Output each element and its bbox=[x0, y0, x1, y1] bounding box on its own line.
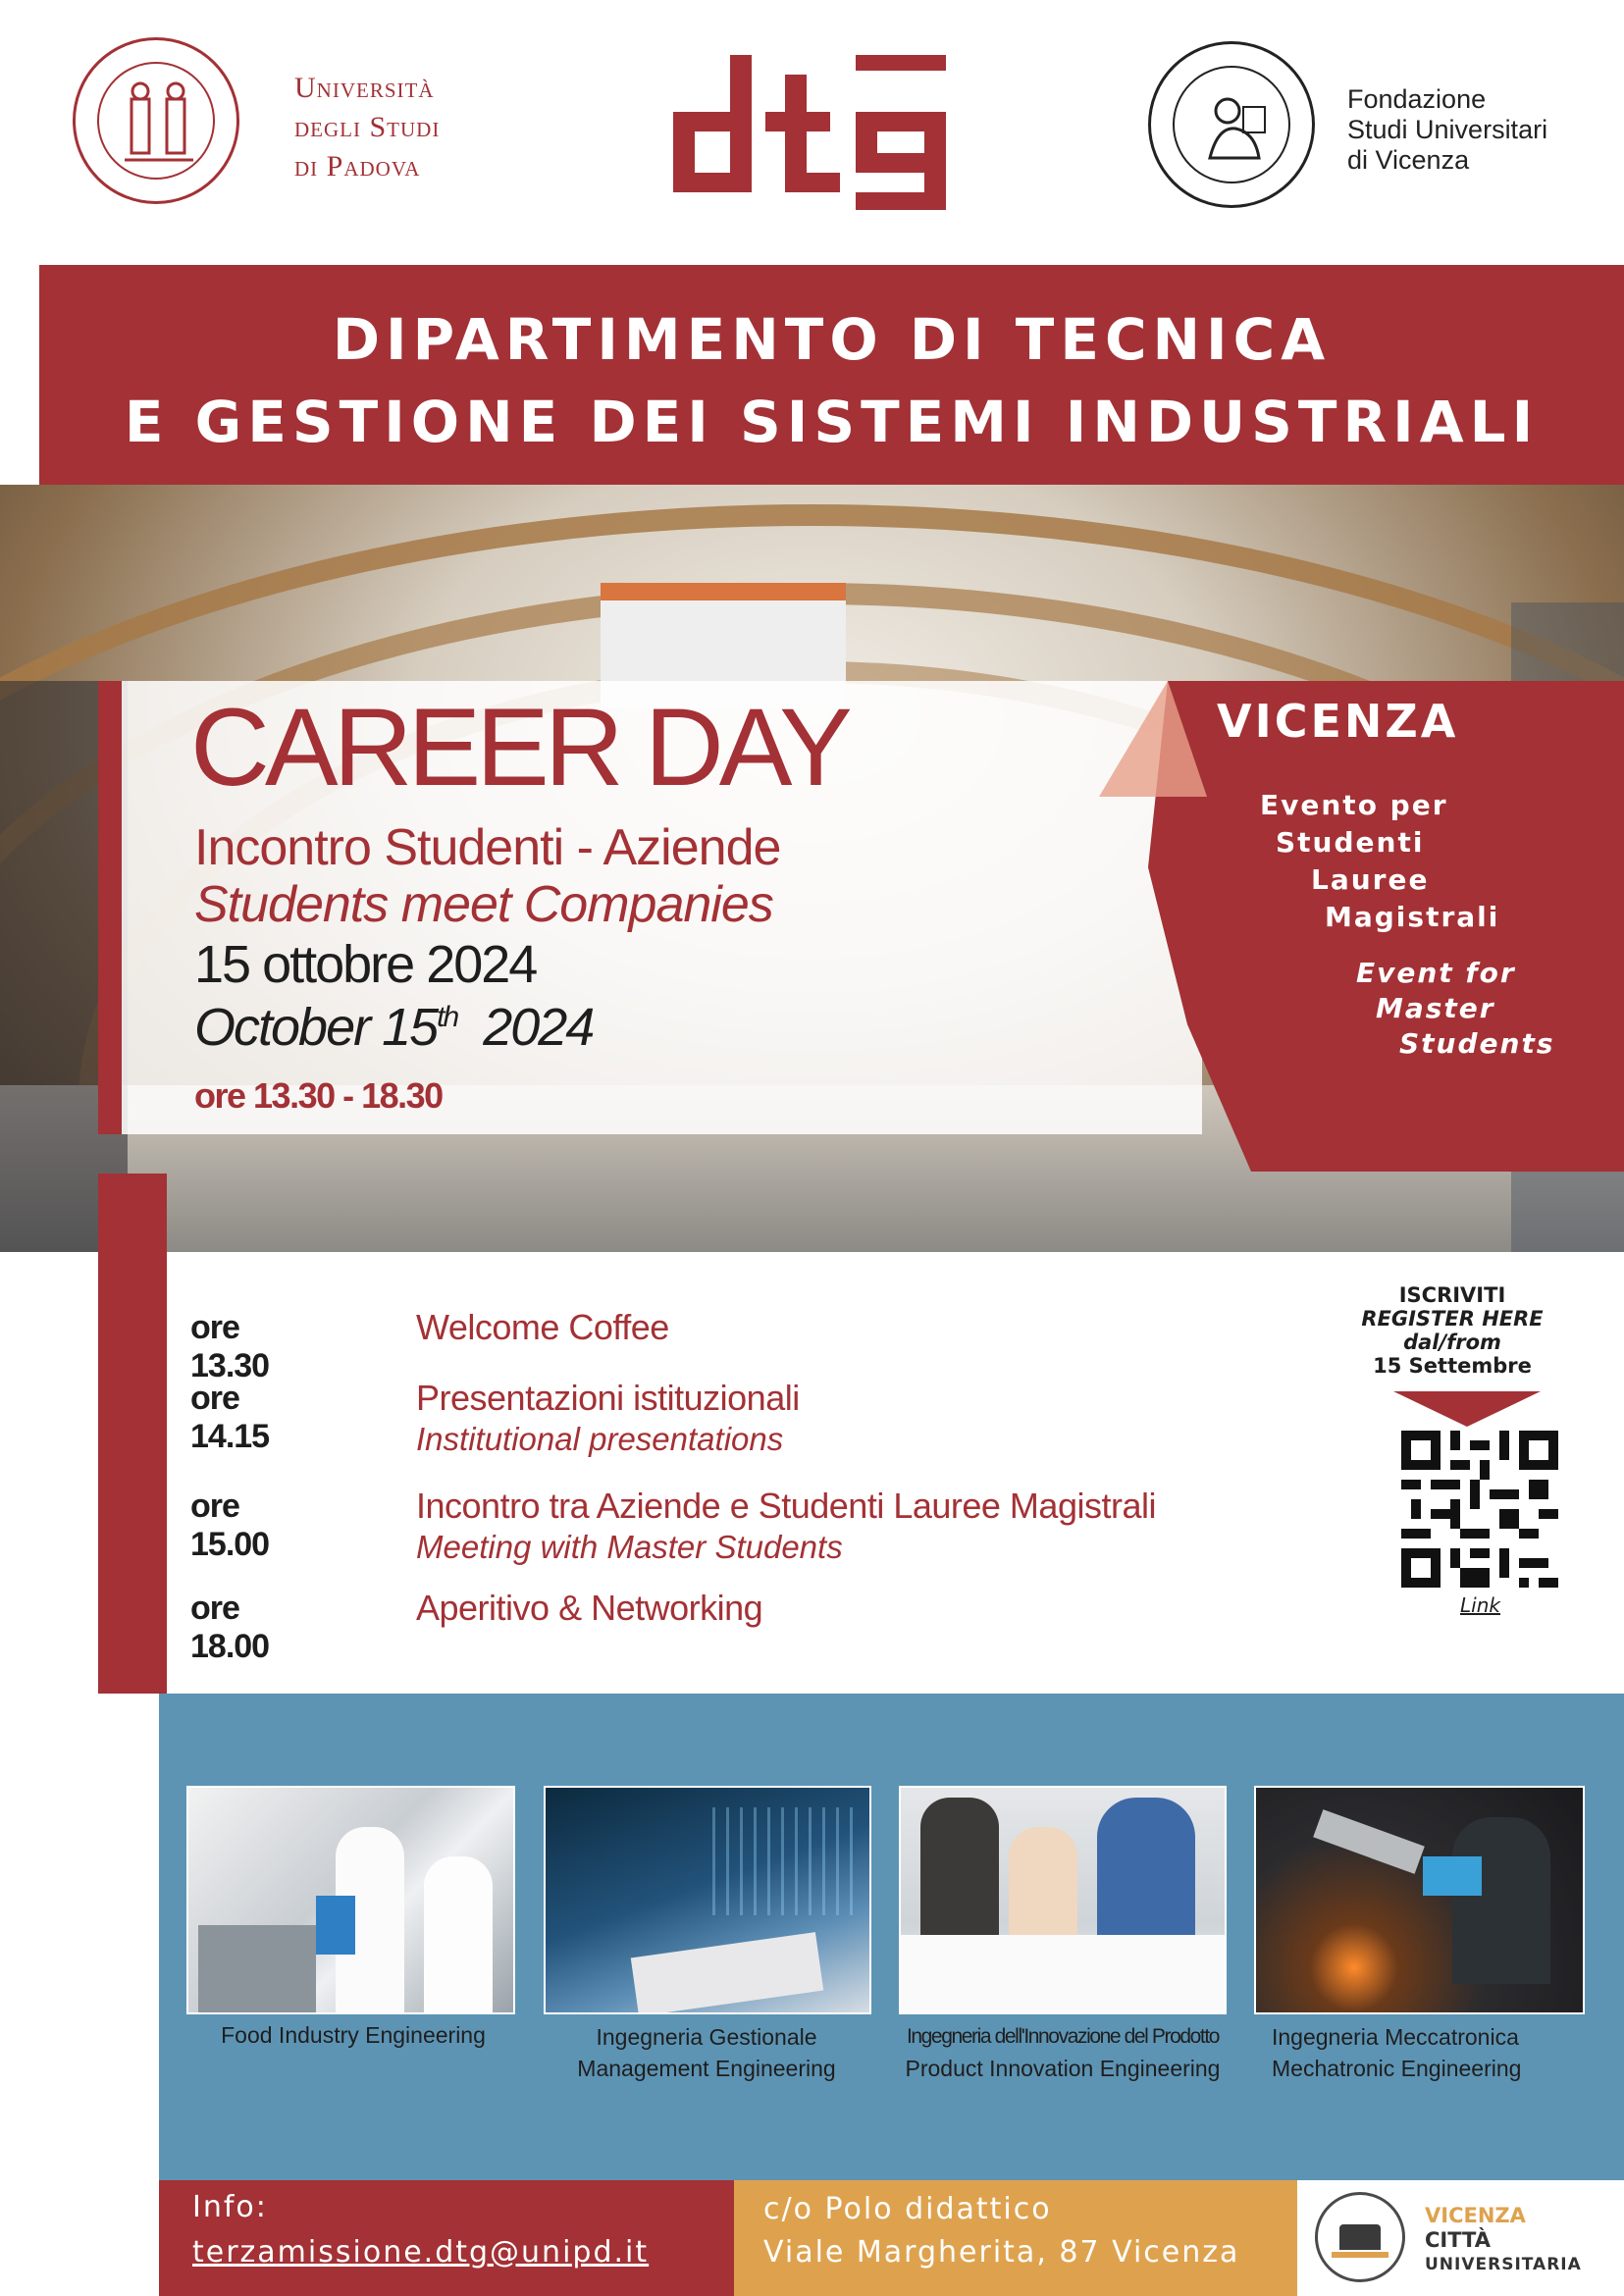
food-engineering-photo bbox=[186, 1786, 515, 2014]
event-it-line-3: Lauree bbox=[1311, 863, 1430, 896]
event-italian-note bbox=[1260, 787, 1499, 936]
city-label: VICENZA bbox=[1217, 695, 1459, 748]
department-line-2: E GESTIONE DEI SISTEMI INDUSTRIALI bbox=[124, 389, 1540, 455]
course-caption-line: Ingegneria Meccatronica bbox=[1272, 2024, 1519, 2050]
fond-line-1: Fondazione bbox=[1347, 84, 1487, 114]
date-english bbox=[194, 997, 593, 1058]
management-engineering-photo bbox=[544, 1786, 871, 2014]
event-english-note bbox=[1356, 956, 1555, 1062]
address-line-1: c/o Polo didattico bbox=[763, 2192, 1052, 2226]
register-line-4: 15 Settembre bbox=[1373, 1354, 1532, 1378]
department-line-1: DIPARTIMENTO DI TECNICA bbox=[332, 306, 1332, 373]
register-link[interactable]: Link bbox=[1460, 1593, 1500, 1617]
vicenza-citta-universitaria-logo bbox=[1315, 2192, 1405, 2282]
course-caption bbox=[869, 2021, 1256, 2084]
career-day-title: CAREER DAY bbox=[190, 686, 848, 809]
course-caption-line: Ingegneria dell'Innovazione del Prodotto bbox=[906, 2025, 1220, 2048]
program-title: Aperitivo & Networking bbox=[416, 1588, 763, 1628]
arrow-down-icon bbox=[1393, 1391, 1541, 1427]
course-caption-line: Food Industry Engineering bbox=[221, 2022, 486, 2048]
footer-address-block bbox=[734, 2180, 1297, 2296]
course-caption-line: Mechatronic Engineering bbox=[1272, 2056, 1522, 2081]
logo-text bbox=[1425, 2204, 1582, 2277]
fond-line-2: Studi Universitari bbox=[1347, 115, 1548, 144]
product-innovation-photo bbox=[899, 1786, 1227, 2014]
register-line-3: dal/from bbox=[1403, 1331, 1501, 1354]
logo-text-line-2: CITTÀ bbox=[1425, 2228, 1491, 2252]
subtitle-italian: Incontro Studenti - Aziende bbox=[194, 819, 781, 876]
unipd-name bbox=[294, 69, 440, 186]
date-english-day: October 15 bbox=[194, 998, 438, 1057]
unipd-line-1: Università bbox=[294, 72, 435, 104]
info-email-link[interactable]: terzamissione.dtg@unipd.it bbox=[192, 2235, 650, 2270]
date-english-suffix: th bbox=[437, 1001, 458, 1033]
left-red-strip bbox=[98, 681, 122, 1134]
course-caption-line: Management Engineering bbox=[577, 2056, 836, 2081]
department-banner bbox=[39, 265, 1624, 485]
footer-info-block bbox=[159, 2180, 734, 2296]
program-time: ore 15.00 bbox=[190, 1487, 270, 1563]
event-en-line-2: Master bbox=[1376, 992, 1495, 1024]
program-title: Incontro tra Aziende e Studenti Lauree Magistrali bbox=[416, 1486, 1156, 1526]
course-caption-line: Product Innovation Engineering bbox=[905, 2056, 1221, 2081]
program-subtitle: Meeting with Master Students bbox=[416, 1529, 843, 1565]
program-title: Presentazioni istituzionali bbox=[416, 1378, 800, 1418]
dtg-logo bbox=[663, 35, 964, 218]
program-subtitle: Institutional presentations bbox=[416, 1421, 784, 1457]
date-italian: 15 ottobre 2024 bbox=[194, 935, 537, 994]
fondazione-seal-logo bbox=[1148, 41, 1315, 208]
subtitle-english: Students meet Companies bbox=[194, 876, 773, 933]
logo-text-line-1: VICENZA bbox=[1425, 2204, 1526, 2227]
date-english-year: 2024 bbox=[483, 998, 594, 1057]
fond-line-3: di Vicenza bbox=[1347, 145, 1470, 175]
course-caption bbox=[186, 2019, 520, 2051]
event-it-line-2: Studenti bbox=[1276, 826, 1425, 859]
info-label: Info: bbox=[192, 2190, 268, 2224]
address-line-2: Viale Margherita, 87 Vicenza bbox=[763, 2235, 1240, 2270]
register-line-1: ISCRIVITI bbox=[1398, 1283, 1506, 1307]
program-time: ore 13.30 bbox=[190, 1309, 270, 1384]
event-it-line-1: Evento per bbox=[1260, 789, 1448, 821]
unipd-line-3: di Padova bbox=[294, 150, 421, 183]
unipd-line-2: degli Studi bbox=[294, 111, 441, 143]
left-red-column bbox=[98, 1174, 167, 1694]
program-time: ore 14.15 bbox=[190, 1380, 270, 1455]
unipd-seal-logo bbox=[73, 37, 239, 204]
event-en-line-3: Students bbox=[1399, 1027, 1555, 1060]
event-hours: ore 13.30 - 18.30 bbox=[194, 1075, 443, 1116]
course-caption-line: Ingegneria Gestionale bbox=[596, 2024, 817, 2050]
mechatronic-engineering-photo bbox=[1254, 1786, 1585, 2014]
qr-code[interactable] bbox=[1401, 1431, 1558, 1588]
program-time: ore 18.00 bbox=[190, 1590, 270, 1665]
logo-text-line-3: UNIVERSITARIA bbox=[1425, 2255, 1582, 2274]
course-caption bbox=[1254, 2021, 1578, 2084]
event-it-line-4: Magistrali bbox=[1325, 901, 1500, 933]
footer-logo-block bbox=[1297, 2180, 1624, 2296]
register-text bbox=[1354, 1283, 1550, 1378]
course-caption bbox=[535, 2021, 878, 2084]
program-title: Welcome Coffee bbox=[416, 1307, 669, 1347]
event-en-line-1: Event for bbox=[1356, 957, 1516, 989]
register-line-2: REGISTER HERE bbox=[1361, 1307, 1544, 1331]
fondazione-name bbox=[1347, 84, 1547, 176]
